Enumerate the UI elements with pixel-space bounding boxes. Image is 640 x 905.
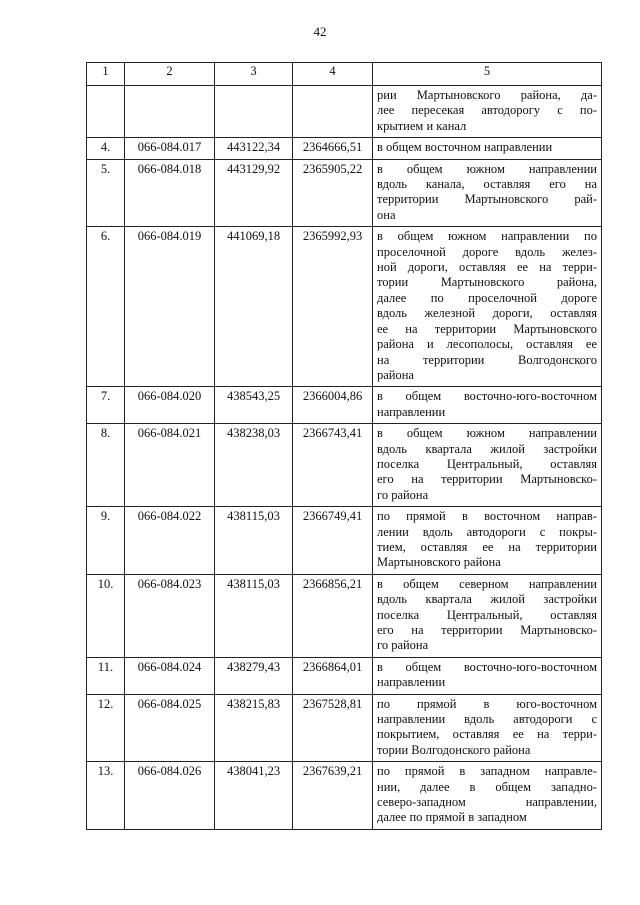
description-cell (373, 138, 602, 159)
description-line: вдоль квартала жилой застройки (377, 592, 597, 607)
description-line: она (377, 207, 396, 222)
description-cell (373, 694, 602, 762)
description-line: поселка Центральный, оставляя (377, 456, 597, 471)
y-coordinate-cell: 2366743,41 (293, 424, 373, 507)
description-line: далее по проселочной дороге (377, 290, 597, 305)
x-coordinate-cell: 438279,43 (215, 657, 293, 694)
description-line: далее по прямой в западном (377, 810, 527, 825)
y-coordinate-cell: 2366004,86 (293, 387, 373, 424)
row-number-cell: 6. (87, 227, 125, 387)
point-code-cell (125, 86, 215, 138)
description-line: лении вдоль автодороги с покры- (377, 524, 597, 539)
description-line: Мартыновского района (377, 555, 501, 570)
header-cell: 3 (215, 63, 293, 86)
x-coordinate-cell: 438543,25 (215, 387, 293, 424)
point-code-cell: 066-084.019 (125, 227, 215, 387)
description-line: в общем южном направлении (377, 161, 597, 176)
header-cell: 5 (373, 63, 602, 86)
description-cell (373, 387, 602, 424)
x-coordinate-cell: 438115,03 (215, 574, 293, 657)
boundary-points-table (86, 62, 602, 830)
y-coordinate-cell: 2366864,01 (293, 657, 373, 694)
description-line: района (377, 367, 414, 382)
description-line: вдоль железной дороги, оставляя (377, 306, 597, 321)
table-row (87, 574, 602, 657)
description-line: района и лесополосы, оставляя ее (377, 337, 597, 352)
y-coordinate-cell (293, 86, 373, 138)
description-line: на территории Волгодонского (377, 352, 597, 367)
x-coordinate-cell: 441069,18 (215, 227, 293, 387)
description-line: территории Мартыновского рай- (377, 192, 597, 207)
x-coordinate-cell: 438041,23 (215, 762, 293, 830)
row-number-cell: 9. (87, 507, 125, 575)
description-line: лее пересекая автодорогу с по- (377, 103, 597, 118)
row-number-cell (87, 86, 125, 138)
point-code-cell: 066-084.021 (125, 424, 215, 507)
header-cell: 1 (87, 63, 125, 86)
description-line: в общем южном направлении по (377, 229, 597, 244)
row-number-cell: 12. (87, 694, 125, 762)
description-cell (373, 159, 602, 227)
table-row (87, 657, 602, 694)
description-line: по прямой в западном направле- (377, 764, 597, 779)
row-number-cell: 5. (87, 159, 125, 227)
y-coordinate-cell: 2367528,81 (293, 694, 373, 762)
row-number-cell: 11. (87, 657, 125, 694)
description-line: вдоль квартала жилой застройки (377, 441, 597, 456)
row-number-cell: 10. (87, 574, 125, 657)
point-code-cell: 066-084.017 (125, 138, 215, 159)
table-row (87, 387, 602, 424)
description-cell (373, 86, 602, 138)
y-coordinate-cell: 2365905,22 (293, 159, 373, 227)
point-code-cell: 066-084.026 (125, 762, 215, 830)
x-coordinate-cell: 443122,34 (215, 138, 293, 159)
description-cell (373, 424, 602, 507)
y-coordinate-cell: 2366749,41 (293, 507, 373, 575)
description-line: крытием и канал (377, 118, 467, 133)
description-line: ее на территории Мартыновского (377, 321, 597, 336)
header-cell: 2 (125, 63, 215, 86)
x-coordinate-cell: 438115,03 (215, 507, 293, 575)
description-line: покрытием, оставляя ее на терри- (377, 727, 597, 742)
point-code-cell: 066-084.020 (125, 387, 215, 424)
table-row (87, 762, 602, 830)
description-line: его на территории Мартыновско- (377, 623, 597, 637)
description-line: его на территории Мартыновско- (377, 472, 597, 487)
table-row (87, 694, 602, 762)
point-code-cell: 066-084.023 (125, 574, 215, 657)
description-line: поселка Центральный, оставляя (377, 607, 597, 622)
point-code-cell: 066-084.025 (125, 694, 215, 762)
table-row (87, 86, 602, 138)
y-coordinate-cell: 2366856,21 (293, 574, 373, 657)
y-coordinate-cell: 2364666,51 (293, 138, 373, 159)
y-coordinate-cell: 2365992,93 (293, 227, 373, 387)
header-cell: 4 (293, 63, 373, 86)
description-line: ной дороги, оставляя ее на терри- (377, 260, 597, 275)
row-number-cell: 13. (87, 762, 125, 830)
description-line: направлении (377, 404, 446, 419)
description-line: северо-западном направлении, (377, 795, 597, 810)
description-line: вдоль канала, оставляя его на (377, 177, 597, 192)
point-code-cell: 066-084.022 (125, 507, 215, 575)
x-coordinate-cell: 438238,03 (215, 424, 293, 507)
description-cell (373, 657, 602, 694)
description-line: тием, оставляя ее на территории (377, 539, 597, 554)
table-row (87, 227, 602, 387)
table-row (87, 424, 602, 507)
table-header-row (87, 63, 602, 86)
description-line: го района (377, 638, 429, 653)
x-coordinate-cell: 443129,92 (215, 159, 293, 227)
description-line: проселочной дороге вдоль желез- (377, 244, 597, 259)
description-line: го района (377, 487, 429, 502)
description-line: рии Мартыновского района, да- (377, 88, 597, 102)
point-code-cell: 066-084.024 (125, 657, 215, 694)
table-row (87, 507, 602, 575)
description-line: тории Мартыновского района, (377, 275, 597, 290)
description-cell (373, 762, 602, 830)
description-cell (373, 574, 602, 657)
y-coordinate-cell: 2367639,21 (293, 762, 373, 830)
x-coordinate-cell: 438215,83 (215, 694, 293, 762)
description-line: направлении вдоль автодороги с (377, 712, 597, 727)
description-line: в общем восточном направлении (377, 140, 553, 155)
row-number-cell: 8. (87, 424, 125, 507)
description-line: по прямой в восточном направ- (377, 509, 597, 524)
description-line: нии, далее в общем западно- (377, 779, 597, 794)
description-line: тории Волгодонского района (377, 742, 531, 757)
description-line: по прямой в юго-восточном (377, 696, 597, 711)
description-line: направлении (377, 675, 446, 690)
description-line: в общем северном направлении (377, 576, 597, 591)
point-code-cell: 066-084.018 (125, 159, 215, 227)
row-number-cell: 4. (87, 138, 125, 159)
row-number-cell: 7. (87, 387, 125, 424)
description-line: в общем восточно-юго-восточном (377, 659, 597, 674)
description-cell (373, 227, 602, 387)
x-coordinate-cell (215, 86, 293, 138)
page-number: 42 (313, 24, 327, 39)
table-row (87, 159, 602, 227)
table-row (87, 138, 602, 159)
description-line: в общем восточно-юго-восточном (377, 389, 597, 404)
description-line: в общем южном направлении (377, 426, 597, 441)
description-cell (373, 507, 602, 575)
